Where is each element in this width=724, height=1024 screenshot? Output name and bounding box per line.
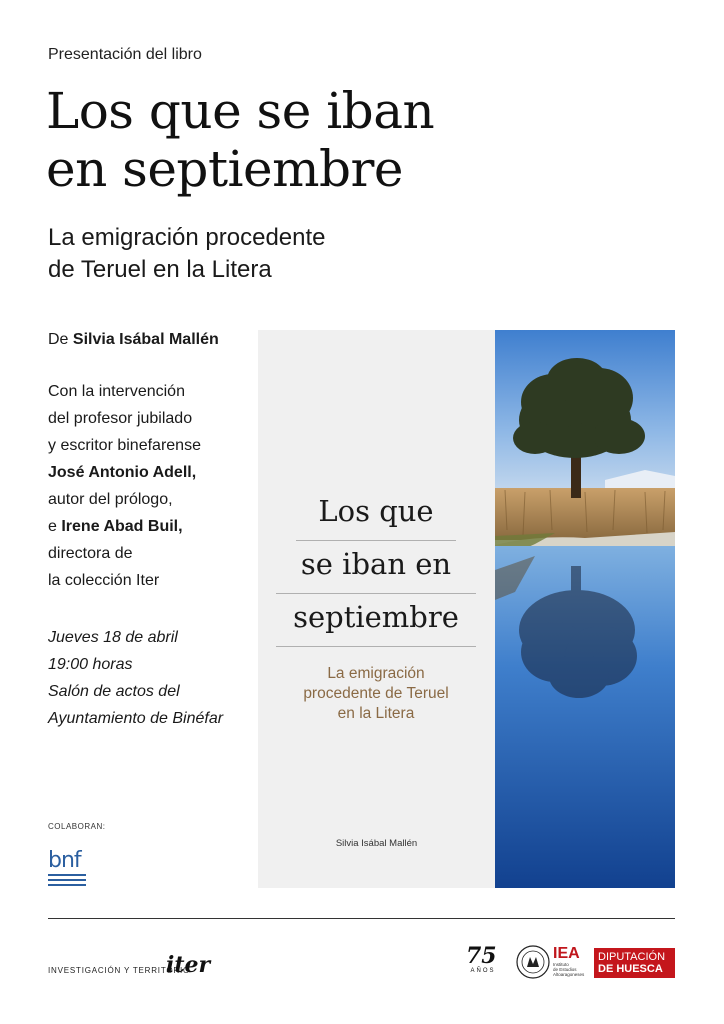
iea-name-line: Altoaragoneses (553, 972, 585, 977)
cover-author: Silvia Isábal Mallén (335, 838, 418, 849)
intervention-line: autor del prólogo, (48, 491, 173, 508)
cover-subtitle-line: en la Litera (337, 705, 415, 722)
event-date: Jueves 18 de abril (48, 629, 178, 646)
event-time: 19:00 horas (48, 656, 133, 673)
event-details (48, 624, 258, 732)
intervention-line: y escritor binefarense (48, 437, 201, 454)
book-title-line-1: Los que se iban (46, 82, 435, 140)
bnf-logo-text: bnf (48, 848, 81, 873)
author-prefix: De (48, 331, 73, 348)
intervention-line: directora de (48, 545, 133, 562)
speaker-name-abad: Irene Abad Buil, (61, 518, 183, 535)
cover-title-line: se iban en (276, 541, 476, 594)
cover-title-line: septiembre (276, 594, 476, 647)
author-name: Silvia Isábal Mallén (72, 331, 219, 348)
75-anos-logo (466, 944, 500, 980)
diputacion-line-1: DIPUTACIÓN (598, 951, 666, 963)
investigacion-territorio-label: INVESTIGACIÓN Y TERRITORIO (48, 966, 191, 975)
75-anos-label: AÑOS (470, 968, 496, 974)
cover-title-line: Los que (296, 488, 456, 541)
iea-logo (553, 946, 593, 977)
iter-logo: iter (166, 952, 211, 978)
collaborators-label: COLABORAN: (48, 822, 106, 831)
book-subtitle-line-1: La emigración procedente (48, 224, 326, 251)
intervention-line: del profesor jubilado (48, 410, 193, 427)
intervention-line: la colección Iter (48, 572, 160, 589)
intervention-block (48, 378, 258, 594)
iea-name-line: Instituto (553, 962, 569, 967)
cover-photo-tree-reflection (495, 330, 675, 888)
iea-seal-icon (516, 945, 550, 979)
book-title (46, 82, 506, 198)
event-place: Salón de actos del (48, 683, 180, 700)
cover-subtitle (276, 664, 476, 724)
cover-text-panel (258, 330, 495, 888)
diputacion-huesca-logo (594, 948, 675, 978)
bnf-logo (48, 850, 86, 888)
iea-abbr: IEA (553, 945, 580, 962)
conjunction: e (48, 518, 62, 535)
footer-divider (48, 918, 675, 919)
speaker-name-adell: José Antonio Adell, (48, 464, 197, 481)
iea-name-line: de Estudios (553, 967, 577, 972)
event-kicker: Presentación del libro (48, 46, 202, 63)
cover-title (276, 488, 476, 647)
book-subtitle (48, 222, 428, 286)
75-anos-number: 75 (466, 943, 497, 969)
book-title-line-2: en septiembre (46, 140, 404, 198)
author-line (48, 326, 258, 353)
book-subtitle-line-2: de Teruel en la Litera (48, 256, 272, 283)
diputacion-line-2: DE HUESCA (598, 963, 663, 975)
event-place: Ayuntamiento de Binéfar (48, 710, 224, 727)
cover-subtitle-line: La emigración (327, 665, 425, 682)
cover-subtitle-line: procedente de Teruel (303, 685, 449, 702)
book-cover (258, 330, 675, 888)
intervention-line: Con la intervención (48, 383, 185, 400)
